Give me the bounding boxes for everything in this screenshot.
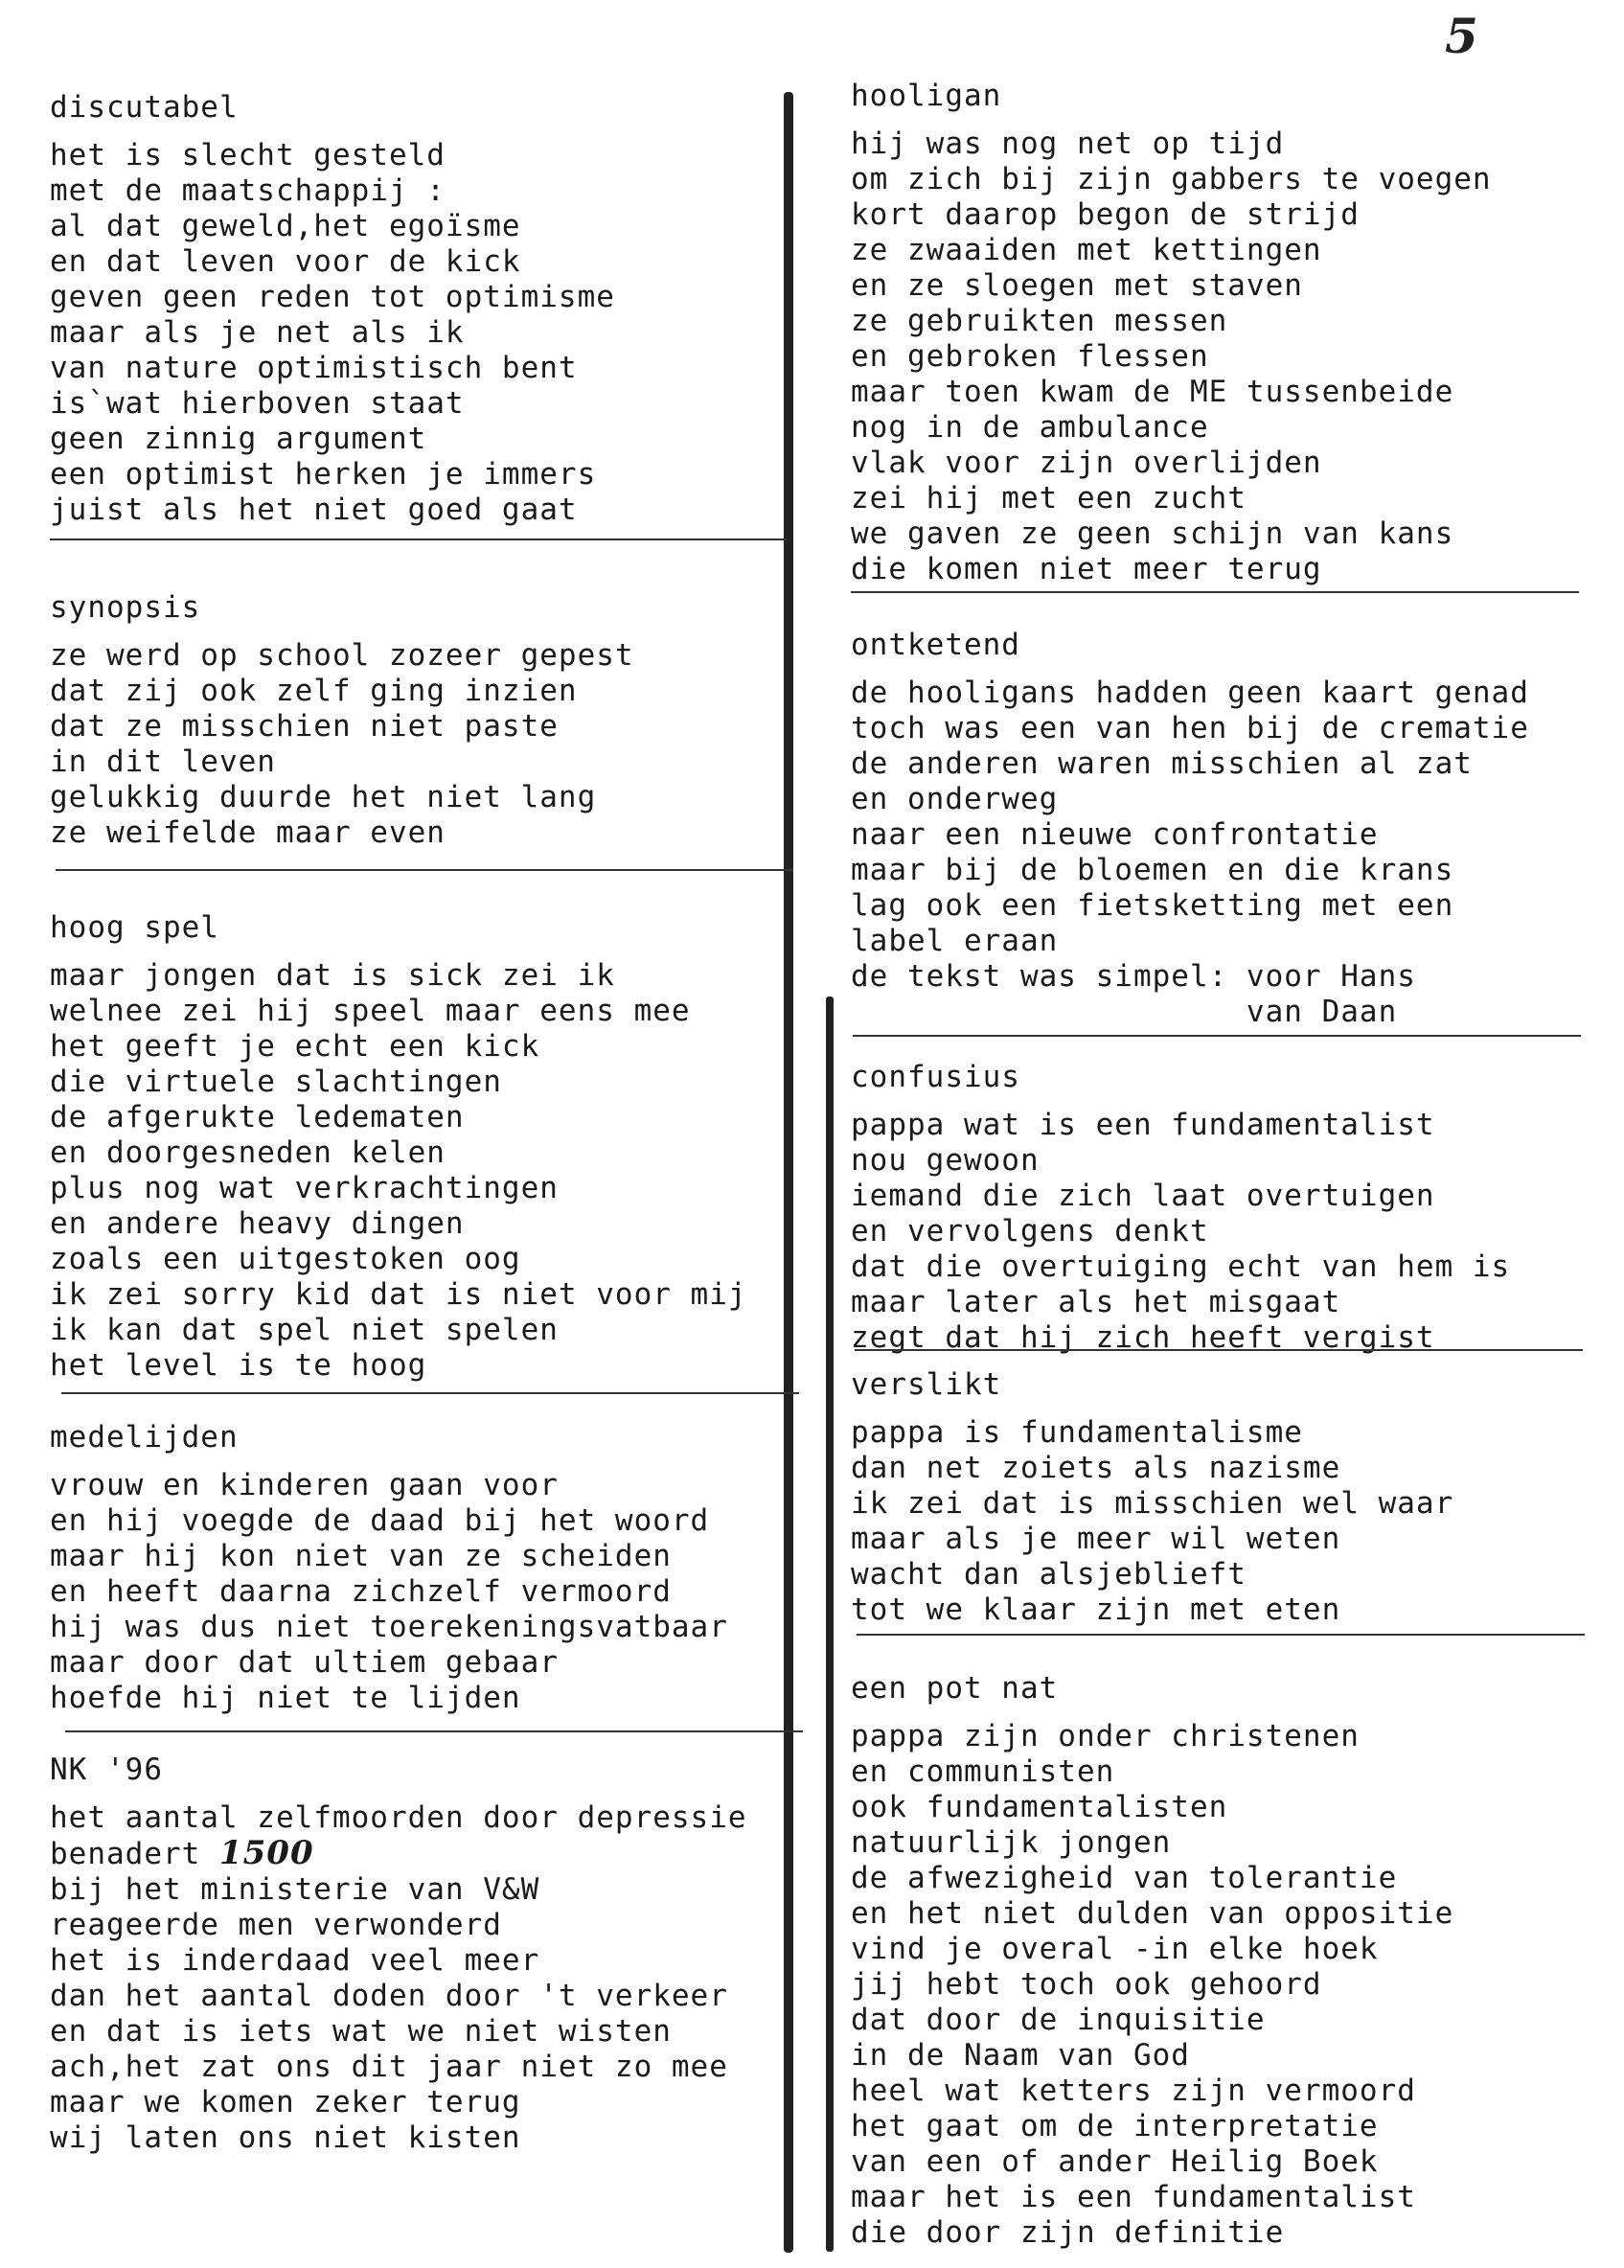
poem-line: ze werd op school zozeer gepest: [50, 638, 634, 673]
poem-line: heel wat ketters zijn vermoord: [851, 2073, 1416, 2108]
section-divider: [61, 1392, 799, 1394]
poem-line: en doorgesneden kelen: [50, 1135, 446, 1170]
section-divider: [65, 1730, 803, 1732]
poem-line: pappa is fundamentalisme: [851, 1415, 1303, 1450]
poem-lines: [50, 138, 807, 528]
poem-title: discutabel: [50, 90, 239, 125]
poem-line: die virtuele slachtingen: [50, 1065, 502, 1099]
poem-line: het geeft je echt een kick: [50, 1029, 540, 1064]
poem-line: label eraan: [851, 924, 1059, 958]
poem-line: in dit leven: [50, 745, 276, 779]
poem-line: van Daan: [851, 995, 1398, 1029]
poem-line: geen zinnig argument: [50, 422, 427, 456]
poem-line: de hooligans hadden geen kaart genad: [851, 676, 1529, 710]
section-divider: [853, 1035, 1581, 1037]
poem-line: dan het aantal doden door 't verkeer: [50, 1979, 728, 2013]
poem-line: vlak voor zijn overlijden: [851, 446, 1322, 480]
poem-line: maar bij de bloemen en die krans: [851, 853, 1454, 887]
poem-line: om zich bij zijn gabbers te voegen: [851, 162, 1492, 196]
poem-line: de tekst was simpel: voor Hans: [851, 959, 1416, 994]
poem-line: en dat leven voor de kick: [50, 244, 521, 279]
poem-line: maar later als het misgaat: [851, 1285, 1341, 1319]
poem-line: bij het ministerie van V&W: [50, 1872, 540, 1907]
poem-line: geven geen reden tot optimisme: [50, 280, 615, 314]
poem-line: van een of ander Heilig Boek: [851, 2144, 1379, 2179]
poem-lines: [851, 676, 1598, 1030]
poem-line: zei hij met een zucht: [851, 481, 1247, 515]
poem-line: en dat is iets wat we niet wisten: [50, 2014, 672, 2049]
poem-line: de afgerukte ledematen: [50, 1100, 465, 1134]
poem-line: maar we komen zeker terug: [50, 2085, 521, 2119]
poem-line: wacht dan alsjeblieft: [851, 1557, 1247, 1592]
poem-line: [50, 1836, 807, 1872]
poem-line: en het niet dulden van oppositie: [851, 1896, 1454, 1931]
poem-line: plus nog wat verkrachtingen: [50, 1171, 559, 1205]
poem-title: een pot nat: [851, 1671, 1059, 1706]
poem-line: ze weifelde maar even: [50, 815, 446, 850]
poem-lines: [851, 1415, 1598, 1628]
poem-line: die komen niet meer terug: [851, 552, 1322, 586]
poem-line: al dat geweld,het egoïsme: [50, 209, 521, 243]
poem-line: en gebroken flessen: [851, 339, 1209, 374]
poem-line: dat ze misschien niet paste: [50, 709, 559, 744]
poem-line: maar door dat ultiem gebaar: [50, 1645, 559, 1680]
section-divider: [56, 869, 793, 871]
poem-line: nog in de ambulance: [851, 410, 1209, 445]
poem-title: confusius: [851, 1060, 1020, 1094]
poem-een-pot-nat: [851, 1669, 1598, 2251]
poem-line: maar als je meer wil weten: [851, 1522, 1341, 1556]
poem-line: en communisten: [851, 1754, 1115, 1789]
poem-line: maar hij kon niet van ze scheiden: [50, 1539, 672, 1573]
poem-line: ik kan dat spel niet spelen: [50, 1313, 559, 1347]
poem-line: pappa wat is een fundamentalist: [851, 1108, 1435, 1142]
poem-lines: [50, 638, 807, 851]
poem-line: jij hebt toch ook gehoord: [851, 1967, 1322, 2002]
poem-title: ontketend: [851, 628, 1020, 662]
poem-nk-96: [50, 1751, 807, 2156]
poem-line: maar jongen dat is sick zei ik: [50, 958, 615, 993]
section-divider: [857, 1634, 1585, 1636]
poem-line: gelukkig duurde het niet lang: [50, 780, 597, 814]
poem-line: het aantal zelfmoorden door depressie: [50, 1800, 747, 1835]
poem-lines: [50, 1468, 807, 1716]
poem-line: pappa zijn onder christenen: [851, 1719, 1360, 1753]
poem-line: dat die overtuiging echt van hem is: [851, 1249, 1511, 1284]
poem-discutabel: [50, 88, 807, 528]
poem-line: welnee zei hij speel maar eens mee: [50, 994, 691, 1028]
poem-line: die door zijn definitie: [851, 2215, 1285, 2250]
poem-line: juist als het niet goed gaat: [50, 493, 578, 527]
poem-line: kort daarop begon de strijd: [851, 197, 1360, 232]
poem-line: zegt dat hij zich heeft vergist: [851, 1320, 1435, 1355]
poem-synopsis: [50, 588, 807, 851]
poem-lines: [50, 958, 807, 1384]
poem-line: dat door de inquisitie: [851, 2003, 1266, 2037]
poem-line: ik zei sorry kid dat is niet voor mij: [50, 1277, 747, 1312]
poem-line: naar een nieuwe confrontatie: [851, 817, 1379, 852]
poem-line: hij was dus niet toerekeningsvatbaar: [50, 1610, 728, 1644]
poem-line: ik zei dat is misschien wel waar: [851, 1486, 1454, 1521]
poem-line: een optimist herken je immers: [50, 457, 597, 492]
poem-hooligan: [851, 77, 1598, 587]
poem-line: wij laten ons niet kisten: [50, 2120, 521, 2155]
poem-line: dat zij ook zelf ging inzien: [50, 674, 578, 708]
poem-line: en heeft daarna zichzelf vermoord: [50, 1574, 672, 1609]
poem-line: en hij voegde de daad bij het woord: [50, 1503, 710, 1538]
poem-line: iemand die zich laat overtuigen: [851, 1179, 1435, 1213]
section-divider: [851, 591, 1579, 593]
column-divider-lower: [826, 997, 834, 2252]
poem-ontketend: [851, 626, 1598, 1030]
poem-line: en onderweg: [851, 782, 1059, 816]
page-number: 5: [1445, 8, 1478, 64]
poem-line: het is inderdaad veel meer: [50, 1943, 540, 1978]
poem-line: maar als je net als ik: [50, 315, 465, 350]
poem-line-text: benadert: [50, 1837, 219, 1871]
poem-line: en vervolgens denkt: [851, 1214, 1209, 1249]
poem-verslikt: [851, 1365, 1598, 1628]
poem-line: het level is te hoog: [50, 1348, 427, 1383]
poem-medelijden: [50, 1418, 807, 1716]
poem-line: hoefde hij niet te lijden: [50, 1681, 521, 1715]
poem-title: hoog spel: [50, 910, 219, 945]
poem-line: met de maatschappij :: [50, 173, 446, 208]
poem-line: van nature optimistisch bent: [50, 351, 578, 385]
poem-line: het gaat om de interpretatie: [851, 2109, 1379, 2143]
poem-line: lag ook een fietsketting met een: [851, 888, 1454, 923]
section-divider: [855, 1349, 1583, 1351]
poem-lines: [851, 1108, 1598, 1356]
poem-title: hooligan: [851, 79, 1002, 113]
poem-line: de afwezigheid van tolerantie: [851, 1861, 1398, 1895]
poem-line: tot we klaar zijn met eten: [851, 1592, 1341, 1627]
poem-line: maar het is een fundamentalist: [851, 2180, 1416, 2214]
poem-line: ook fundamentalisten: [851, 1790, 1228, 1824]
poem-title: NK '96: [50, 1753, 163, 1787]
poem-title: medelijden: [50, 1420, 239, 1455]
poem-line: vrouw en kinderen gaan voor: [50, 1468, 559, 1502]
poem-line: en andere heavy dingen: [50, 1206, 465, 1241]
poem-line: in de Naam van God: [851, 2038, 1190, 2073]
poem-line: het is slecht gesteld: [50, 138, 446, 172]
poem-line: dan net zoiets als nazisme: [851, 1451, 1341, 1485]
poem-lines: [50, 1800, 807, 2156]
poem-line: natuurlijk jongen: [851, 1825, 1172, 1860]
poem-line: hij was nog net op tijd: [851, 126, 1285, 161]
poem-line: ze zwaaiden met kettingen: [851, 233, 1322, 267]
poem-line: maar toen kwam de ME tussenbeide: [851, 375, 1454, 409]
poem-lines: [851, 1719, 1598, 2251]
poem-hoog-spel: [50, 908, 807, 1384]
poem-line: we gaven ze geen schijn van kans: [851, 516, 1454, 551]
poem-line: ach,het zat ons dit jaar niet zo mee: [50, 2050, 728, 2084]
poem-title: synopsis: [50, 590, 201, 625]
poem-line: nou gewoon: [851, 1143, 1040, 1178]
section-divider: [50, 538, 788, 540]
poem-line: zoals een uitgestoken oog: [50, 1242, 521, 1276]
handwritten-number: 1500: [218, 1834, 314, 1872]
poem-lines: [851, 126, 1598, 587]
poem-line: ze gebruikten messen: [851, 304, 1228, 338]
poem-line: de anderen waren misschien al zat: [851, 746, 1473, 781]
poem-line: reageerde men verwonderd: [50, 1908, 502, 1942]
poem-line: vind je overal -in elke hoek: [851, 1932, 1379, 1966]
poem-line: toch was een van hen bij de crematie: [851, 711, 1529, 745]
poem-line: en ze sloegen met staven: [851, 268, 1303, 303]
poem-title: verslikt: [851, 1367, 1002, 1402]
poem-line: is`wat hierboven staat: [50, 386, 465, 421]
poem-confusius: [851, 1058, 1598, 1356]
